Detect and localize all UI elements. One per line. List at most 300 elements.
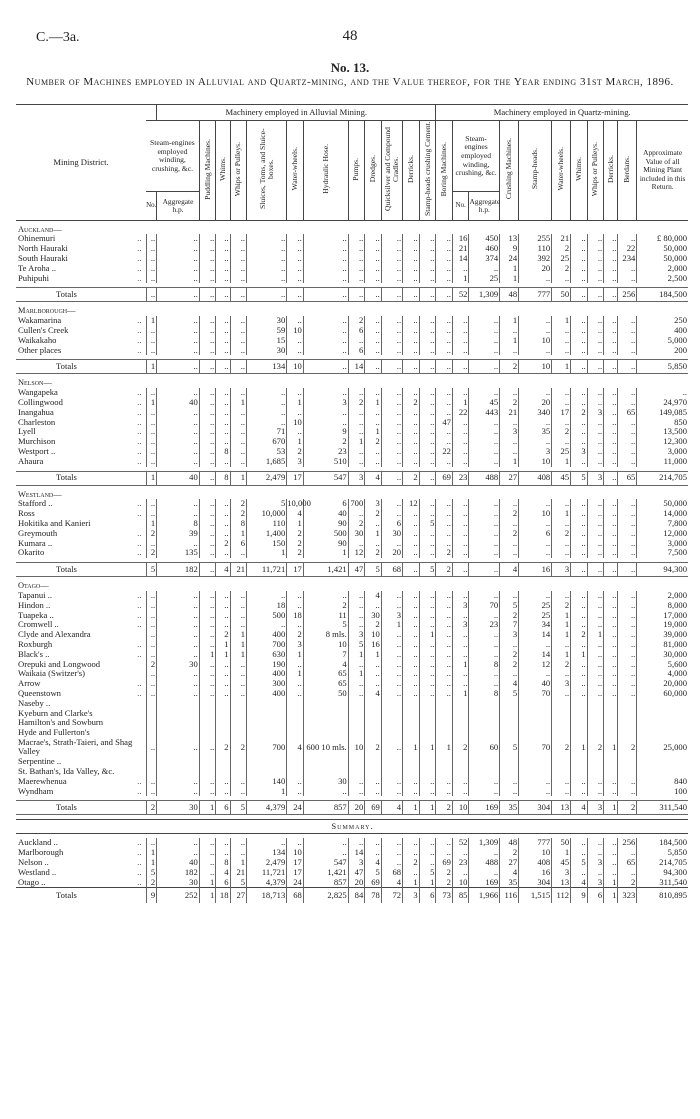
table-cell: [604, 718, 618, 728]
total-cell: 78: [365, 888, 382, 904]
table-cell: 20: [348, 877, 365, 887]
table-cell: ..: [519, 346, 552, 356]
table-cell: [230, 757, 247, 767]
table-cell: ..: [348, 679, 365, 689]
table-cell: 2: [500, 529, 519, 539]
table-cell: 2: [500, 611, 519, 621]
table-cell: 1: [571, 738, 588, 757]
table-cell: ..: [587, 786, 604, 796]
table-cell: 2: [552, 529, 571, 539]
no-header: No.: [146, 192, 157, 220]
table-number: No. 13.: [330, 60, 370, 75]
table-cell: ..: [604, 427, 618, 437]
totals-label: [16, 801, 146, 815]
table-cell: 2: [287, 539, 304, 549]
table-cell: [571, 718, 588, 728]
table-cell: ..: [365, 388, 382, 398]
table-cell: 300: [247, 679, 287, 689]
total-cell: 6: [216, 801, 230, 815]
cell-alluvial-steam-no: [146, 699, 157, 709]
table-cell: ..: [348, 786, 365, 796]
table-cell: ..: [587, 447, 604, 457]
table-cell: ..: [469, 427, 500, 437]
table-cell: ..: [469, 447, 500, 457]
table-cell: ..: [552, 669, 571, 679]
cell-alluvial-steam-no: ..: [146, 630, 157, 640]
table-row: [16, 254, 688, 264]
table-cell: 2: [500, 509, 519, 519]
table-row: [16, 529, 688, 539]
table-cell: 2: [436, 877, 453, 887]
table-cell: ..: [571, 437, 588, 447]
table-cell: ..: [419, 274, 436, 284]
table-cell: ..: [469, 418, 500, 428]
table-cell: ..: [469, 336, 500, 346]
table-cell: ..: [381, 234, 402, 244]
cell-alluvial-steam-hp: 8: [157, 519, 200, 529]
total-cell: ..: [419, 471, 436, 485]
table-cell: ..: [381, 244, 402, 254]
quicksilver-header: Quicksilver and Compound Cradles.: [382, 127, 400, 211]
table-cell: ..: [365, 244, 382, 254]
table-cell: 3,000: [637, 447, 688, 457]
total-cell: ..: [216, 360, 230, 374]
table-cell: 1: [552, 620, 571, 630]
table-cell: ..: [419, 264, 436, 274]
table-cell: [552, 699, 571, 709]
total-cell: ..: [381, 288, 402, 302]
cell-alluvial-steam-no: 1: [146, 398, 157, 408]
table-cell: £ 80,000: [637, 234, 688, 244]
total-cell: 4: [381, 801, 402, 815]
table-cell: ..: [552, 274, 571, 284]
leader-dots: ..: [137, 609, 142, 620]
total-cell: 1: [199, 888, 216, 904]
table-cell: ..: [216, 499, 230, 509]
table-cell: [419, 728, 436, 738]
table-cell: [403, 699, 420, 709]
table-cell: ..: [403, 254, 420, 264]
whips-header: Whips or Pulleys.: [233, 141, 243, 197]
table-cell: ..: [436, 254, 453, 264]
table-cell: ..: [604, 777, 618, 787]
table-cell: 2: [500, 848, 519, 858]
table-cell: 4: [365, 858, 382, 868]
table-cell: 600 10 mls.: [303, 738, 348, 757]
leader-dots: ..: [137, 537, 142, 548]
table-cell: ..: [199, 447, 216, 457]
table-cell: ..: [452, 848, 469, 858]
table-cell: ..: [452, 630, 469, 640]
table-cell: ..: [587, 650, 604, 660]
table-cell: ..: [419, 418, 436, 428]
table-cell: 45: [552, 858, 571, 868]
table-cell: [199, 708, 216, 718]
grand-totals-row: [16, 888, 688, 904]
table-cell: ..: [419, 620, 436, 630]
table-row: [16, 264, 688, 274]
table-cell: 1: [216, 640, 230, 650]
total-cell: 10: [519, 360, 552, 374]
table-cell: 10: [519, 457, 552, 467]
table-cell: 50: [303, 689, 348, 699]
table-cell: ..: [604, 326, 618, 336]
table-cell: ..: [587, 601, 604, 611]
leader-dots: ..: [137, 876, 142, 887]
leader-dots: ..: [137, 262, 142, 273]
table-cell: ..: [571, 418, 588, 428]
total-cell: 2: [436, 563, 453, 577]
table-cell: 1: [287, 398, 304, 408]
table-cell: ..: [230, 601, 247, 611]
total-cell: 3: [403, 888, 420, 904]
table-cell: ..: [571, 848, 588, 858]
table-cell: ..: [287, 679, 304, 689]
table-cell: 1: [230, 650, 247, 660]
cell-alluvial-steam-hp: ..: [157, 274, 200, 284]
table-cell: ..: [365, 254, 382, 264]
leader-dots: ..: [137, 416, 142, 427]
table-cell: [637, 718, 688, 728]
total-cell: 6: [419, 888, 436, 904]
total-cell: 4: [500, 563, 519, 577]
table-cell: 340: [519, 408, 552, 418]
table-cell: [571, 699, 588, 709]
table-cell: 1: [230, 640, 247, 650]
table-cell: 3: [519, 447, 552, 457]
table-cell: ..: [452, 611, 469, 621]
table-cell: 1: [604, 877, 618, 887]
total-cell: 1: [403, 801, 420, 815]
table-cell: ..: [604, 346, 618, 356]
table-cell: 2: [552, 244, 571, 254]
leader-dots: ..: [137, 406, 142, 417]
cell-alluvial-steam-hp: ..: [157, 848, 200, 858]
table-cell: 16: [452, 234, 469, 244]
region-heading: Nelson—: [18, 378, 52, 388]
table-cell: 3: [452, 601, 469, 611]
table-cell: ..: [403, 868, 420, 878]
table-cell: [618, 708, 637, 718]
table-cell: ..: [419, 601, 436, 611]
table-row: [16, 767, 688, 777]
table-cell: ..: [247, 408, 287, 418]
table-cell: 45: [469, 398, 500, 408]
total-cell: ..: [604, 563, 618, 577]
table-cell: ..: [348, 777, 365, 787]
table-cell: ..: [604, 858, 618, 868]
table-cell: ..: [199, 244, 216, 254]
cell-alluvial-steam-no: ..: [146, 437, 157, 447]
table-cell: ..: [403, 659, 420, 669]
row-label: Kumara ..: [18, 537, 53, 548]
table-cell: ..: [247, 388, 287, 398]
table-cell: [303, 708, 348, 718]
table-cell: 4: [365, 591, 382, 601]
table-cell: 140: [247, 777, 287, 787]
table-cell: ..: [403, 519, 420, 529]
table-cell: 2: [303, 601, 348, 611]
table-cell: ..: [381, 650, 402, 660]
table-cell: 488: [469, 858, 500, 868]
table-cell: ..: [230, 848, 247, 858]
total-cell: 5: [146, 563, 157, 577]
leader-dots: ..: [137, 837, 142, 848]
total-cell: ..: [419, 288, 436, 302]
table-cell: ..: [618, 316, 637, 326]
table-cell: [403, 757, 420, 767]
table-cell: ..: [469, 591, 500, 601]
total-cell: 3: [348, 471, 365, 485]
table-cell: ..: [381, 437, 402, 447]
row-label: Inangahua: [18, 406, 54, 417]
table-cell: 700: [247, 738, 287, 757]
table-cell: ..: [303, 591, 348, 601]
table-cell: ..: [419, 427, 436, 437]
table-cell: ..: [419, 244, 436, 254]
table-cell: ..: [519, 316, 552, 326]
cell-alluvial-steam-no: 2: [146, 877, 157, 887]
table-cell: ..: [469, 640, 500, 650]
table-row: [16, 777, 688, 787]
table-row: [16, 786, 688, 796]
table-cell: 4: [381, 877, 402, 887]
table-cell: ..: [637, 388, 688, 398]
row-label: Roxburgh: [18, 638, 53, 649]
leader-dots: ..: [137, 638, 142, 649]
leader-dots: ..: [137, 775, 142, 786]
region-heading-row: [16, 225, 688, 235]
totals-label: [16, 888, 146, 904]
table-cell: ..: [216, 244, 230, 254]
table-cell: 4: [571, 877, 588, 887]
row-label: Auckland ..: [18, 837, 58, 848]
table-cell: ..: [519, 326, 552, 336]
table-cell: ..: [571, 326, 588, 336]
total-cell: 1: [230, 471, 247, 485]
cell-alluvial-steam-hp: ..: [157, 591, 200, 601]
quartz-whips-header: Whips or Pulleys.: [590, 141, 600, 197]
table-cell: ..: [381, 858, 402, 868]
table-cell: ..: [216, 838, 230, 848]
table-cell: 10: [365, 630, 382, 640]
table-cell: 149,085: [637, 408, 688, 418]
table-cell: [247, 708, 287, 718]
table-cell: ..: [230, 689, 247, 699]
table-cell: ..: [604, 640, 618, 650]
table-cell: ..: [469, 630, 500, 640]
totals-text: Totals: [56, 801, 77, 812]
table-cell: 547: [303, 858, 348, 868]
table-cell: 1: [381, 620, 402, 630]
total-cell: 408: [519, 471, 552, 485]
table-cell: 4: [365, 689, 382, 699]
table-cell: 2,000: [637, 264, 688, 274]
table-cell: ..: [469, 509, 500, 519]
table-cell: ..: [571, 669, 588, 679]
table-cell: ..: [199, 499, 216, 509]
row-label: Black's ..: [18, 648, 50, 659]
total-cell: 857: [303, 801, 348, 815]
table-cell: ..: [230, 838, 247, 848]
table-cell: 1: [452, 689, 469, 699]
table-cell: ..: [436, 786, 453, 796]
table-cell: ..: [230, 264, 247, 274]
table-cell: 443: [469, 408, 500, 418]
total-cell: 69: [365, 801, 382, 815]
table-cell: 2: [365, 620, 382, 630]
total-cell: 14: [348, 360, 365, 374]
table-cell: ..: [552, 418, 571, 428]
table-cell: ..: [403, 408, 420, 418]
cell-alluvial-steam-no: ..: [146, 457, 157, 467]
table-cell: [348, 699, 365, 709]
table-cell: ..: [230, 611, 247, 621]
table-cell: 1: [571, 650, 588, 660]
table-cell: 4: [216, 868, 230, 878]
table-cell: ..: [519, 591, 552, 601]
cell-alluvial-steam-hp: [157, 757, 200, 767]
table-cell: [419, 699, 436, 709]
table-cell: 1: [500, 316, 519, 326]
table-cell: 3: [452, 620, 469, 630]
table-cell: ..: [469, 611, 500, 621]
table-cell: ..: [436, 611, 453, 621]
totals-label: [16, 563, 146, 577]
table-cell: ..: [500, 591, 519, 601]
total-cell: 40: [157, 471, 200, 485]
total-cell: 30: [157, 801, 200, 815]
table-cell: 4: [287, 738, 304, 757]
table-cell: ..: [604, 447, 618, 457]
table-cell: 10: [287, 848, 304, 858]
table-cell: 7: [303, 650, 348, 660]
table-cell: ..: [587, 346, 604, 356]
table-cell: ..: [587, 848, 604, 858]
table-cell: ..: [381, 509, 402, 519]
table-cell: 1: [348, 437, 365, 447]
table-cell: 1: [199, 650, 216, 660]
table-cell: 1: [303, 548, 348, 558]
table-cell: [500, 718, 519, 728]
district-name: [16, 457, 146, 467]
table-cell: ..: [419, 786, 436, 796]
table-cell: ..: [552, 437, 571, 447]
cell-alluvial-steam-no: ..: [146, 418, 157, 428]
total-cell: ..: [199, 288, 216, 302]
row-label: Cullen's Creek: [18, 325, 69, 336]
table-cell: ..: [618, 388, 637, 398]
table-cell: ..: [381, 679, 402, 689]
table-cell: [287, 718, 304, 728]
table-cell: 23: [452, 858, 469, 868]
table-cell: ..: [436, 679, 453, 689]
region-totals-row: [16, 471, 688, 485]
cell-alluvial-steam-hp: ..: [157, 499, 200, 509]
table-row: [16, 499, 688, 509]
table-cell: [552, 718, 571, 728]
table-row: [16, 539, 688, 549]
summary-heading-row: [16, 820, 688, 834]
total-cell: 11,721: [247, 563, 287, 577]
table-cell: 71: [247, 427, 287, 437]
total-cell: 547: [303, 471, 348, 485]
row-label: Nelson ..: [18, 856, 49, 867]
table-row: [16, 388, 688, 398]
total-cell: ..: [604, 288, 618, 302]
leader-dots: ..: [137, 785, 142, 796]
table-cell: ..: [247, 234, 287, 244]
table-cell: 2: [348, 398, 365, 408]
table-cell: ..: [618, 539, 637, 549]
cell-alluvial-steam-no: 2: [146, 548, 157, 558]
table-cell: ..: [436, 640, 453, 650]
total-cell: 50: [552, 288, 571, 302]
total-cell: ..: [469, 360, 500, 374]
table-cell: ..: [419, 316, 436, 326]
table-cell: ..: [348, 620, 365, 630]
table-cell: 2: [230, 738, 247, 757]
table-cell: ..: [587, 254, 604, 264]
table-cell: 3: [365, 499, 382, 509]
cell-alluvial-steam-no: 1: [146, 316, 157, 326]
table-cell: ..: [199, 539, 216, 549]
total-cell: 2: [618, 801, 637, 815]
table-cell: ..: [348, 611, 365, 621]
table-cell: ..: [571, 388, 588, 398]
table-cell: ..: [618, 601, 637, 611]
table-cell: ..: [436, 519, 453, 529]
cell-alluvial-steam-hp: ..: [157, 326, 200, 336]
table-row: [16, 326, 688, 336]
table-cell: ..: [571, 640, 588, 650]
table-cell: 630: [247, 650, 287, 660]
table-cell: 10: [519, 509, 552, 519]
table-cell: [403, 728, 420, 738]
row-label: South Hauraki: [18, 253, 68, 264]
table-cell: ..: [436, 437, 453, 447]
district-name: [16, 548, 146, 558]
table-cell: ..: [403, 326, 420, 336]
total-cell: 18,713: [247, 888, 287, 904]
crushing-machines-header: Crushing Machines.: [504, 138, 514, 200]
table-cell: ..: [381, 786, 402, 796]
table-cell: 13: [500, 234, 519, 244]
table-cell: ..: [604, 868, 618, 878]
total-cell: 2: [500, 360, 519, 374]
table-cell: 500: [303, 529, 348, 539]
table-cell: ..: [469, 346, 500, 356]
table-cell: 1: [403, 877, 420, 887]
leader-dots: ..: [137, 243, 142, 254]
table-cell: ..: [381, 848, 402, 858]
table-cell: [637, 757, 688, 767]
table-cell: ..: [230, 679, 247, 689]
totals-label: [16, 471, 146, 485]
cell-alluvial-steam-no: 2: [146, 529, 157, 539]
table-cell: ..: [348, 408, 365, 418]
table-cell: ..: [500, 346, 519, 356]
table-cell: ..: [381, 499, 402, 509]
table-cell: ..: [381, 326, 402, 336]
table-cell: [618, 699, 637, 709]
table-cell: ..: [365, 274, 382, 284]
total-cell: 256: [618, 288, 637, 302]
row-label: Wyndham: [18, 785, 54, 796]
total-cell: ..: [199, 360, 216, 374]
table-cell: ..: [230, 457, 247, 467]
table-cell: ..: [216, 848, 230, 858]
